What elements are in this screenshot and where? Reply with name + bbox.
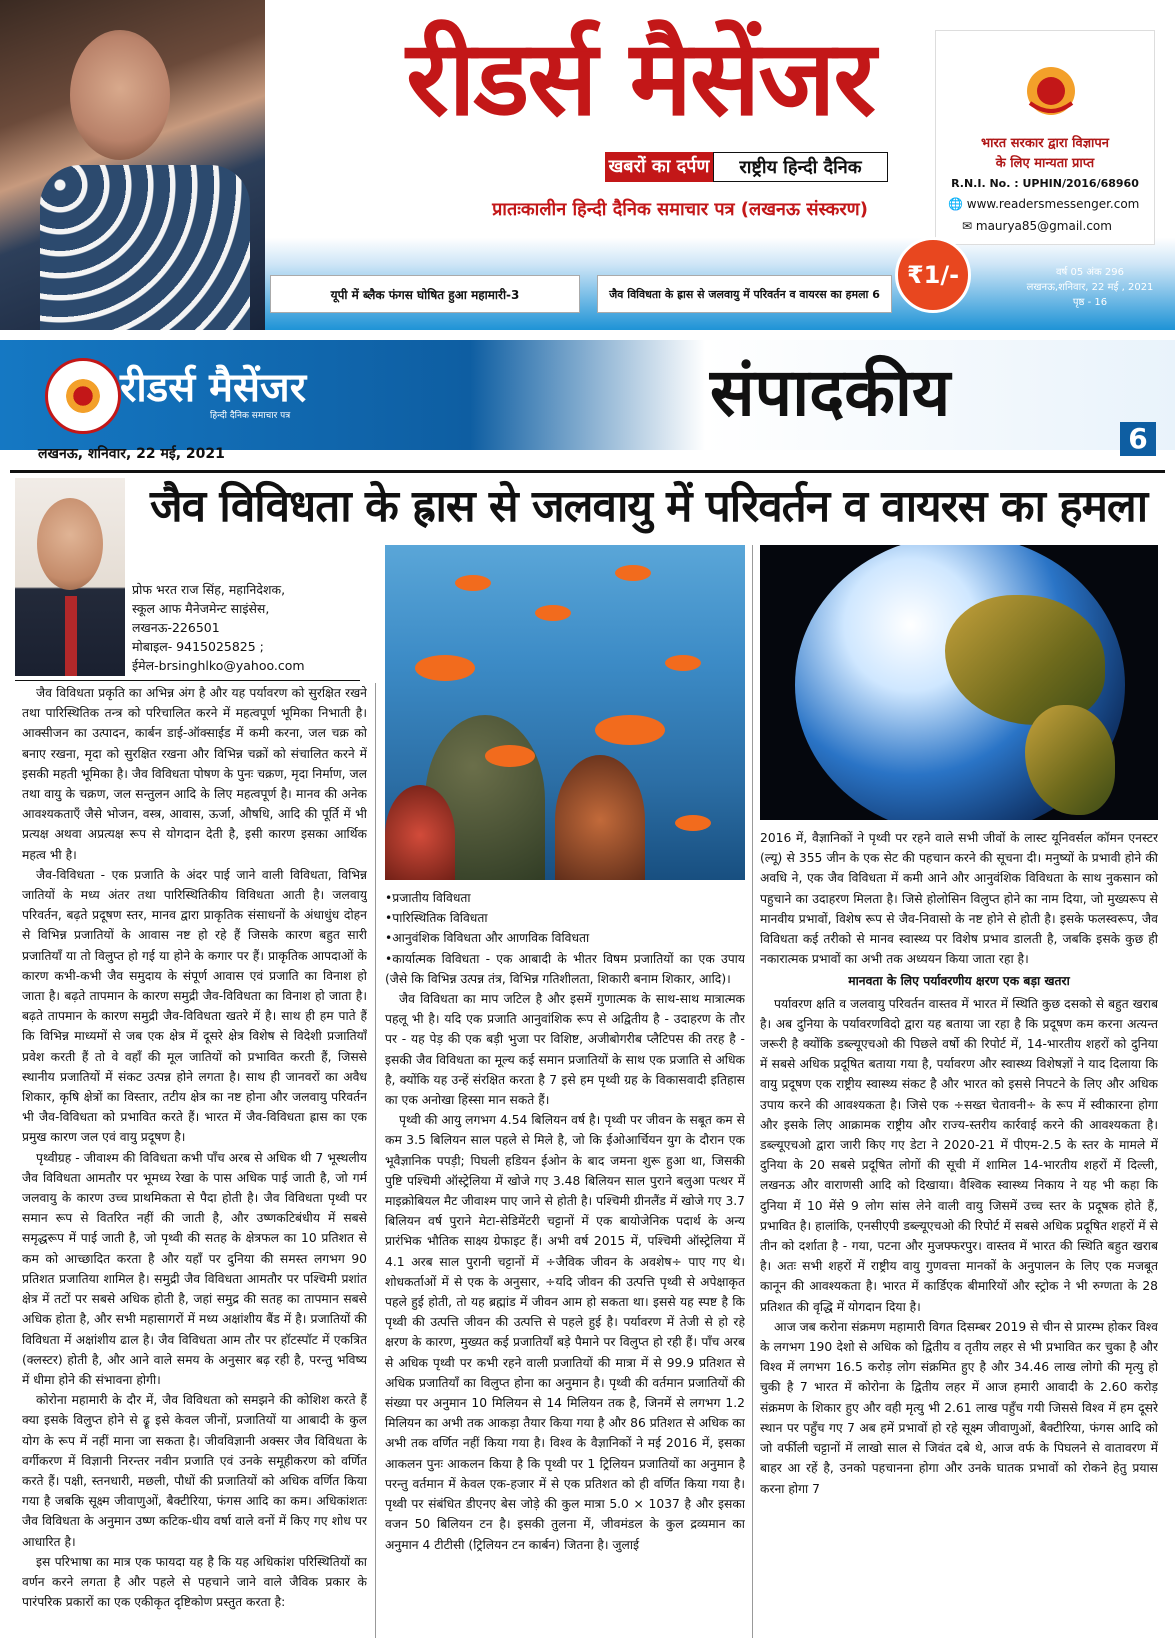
emblem-icon — [1016, 59, 1086, 119]
mail-icon: ✉ — [962, 219, 976, 233]
paragraph: पृथ्वी की आयु लगभग 4.54 बिलियन वर्ष है। पृथ्वी पर जीवन के सबूत कम से कम 3.5 बिलियन साल पहले से मिले है, जो कि ईओआर्चियन युग के दौरान एक भूवैज्ञानिक पपड़ी; पिघली हडियन ईओन के बाद जमना शुरू हुआ था, जिसकी पुष्टि पश्चिमी ऑस्ट्रेलिया में खोजे गए 3.48 बिलियन साल पुराने बलुआ पत्थर में माइक्रोबियल मैट जीवाश्म पाए जाने से होती है। पश्चिमी ग्रीनलैंड में खोजे गए 3.7 बिलियन वर्ष पुराने मेटा-सेडिमेंटरी चट्टानों में एक बायोजेनिक पदार्थ के अन्य प्रारंभिक भौतिक साक्ष्य ग्रेफाइट हैं। अभी वर्ष 2015 में, पश्चिमी ऑस्ट्रेलिया में 4.1 अरब साल पुरानी चट्टानों में ÷जैविक जीवन के अवशेष÷ पाए गए थे। शोधकर्ताओं में से एक के अनुसार, ÷यदि जीवन की उत्पत्ति पृथ्वी से अपेक्षाकृत पहले हुई होती, तो यह ब्रह्मांड में जीवन आम हो सकता था। इससे यह स्पष्ट है कि पृथ्वी की उत्पत्ति जीवन की उत्पत्ति से पहले हुई है। पर्यावरण में तेजी से हो रहे क्षरण के कारण, मुख्यत कई प्रजातियाँ बड़े पैमाने पर विलुप्त हो रही हैं। पाँच अरब से अधिक पृथ्वी पर कभी रहने वाली प्रजातियों की मात्रा में से 99.9 प्रतिशत से अधिक प्रजातियाँ का विलुप्त होना का अनुमान है। पृथ्वी की वर्तमान प्रजातियों की संख्या पर अनुमान 10 मिलियन से 14 मिलियन तक है, जिनमें से लगभग 1.2 मिलियन का अभी तक आकड़ा तैयार किया गया है और 86 प्रतिशत से अधिक का अभी तक वर्णित नहीं किया गया है। विश्व के वैज्ञानिकों ने मई 2016 में, इसका आकलन पुनः आकलन किया है कि पृथ्वी पर 1 ट्रिलियन प्रजातियों का अनुमान है परन्तु वर्तमान में केवल एक-हजार में से एक प्रतिशत को ही वर्णित किया गया है। पृथ्वी पर संबंधित डीएनए बेस जोड़े की कुल मात्रा 5.0 × 1037 है और इसका वजन 50 बिलियन टन है। इसकी तुलना में, जीवमंडल के कुल द्रव्यमान का अनुमान 4 टीटीसी (ट्रिलियन टन कार्बन) जितना है। जुलाई — [385, 1113, 745, 1552]
masthead — [0, 0, 1175, 330]
author-mobile: मोबाइल- 9415025825 ; — [132, 639, 264, 654]
article-headline: जैव विविधता के ह्रास से जलवायु में परिवर्तन व वायरस का हमला — [150, 481, 1148, 532]
fish-shape — [665, 655, 701, 671]
fish-shape — [455, 575, 491, 591]
paragraph: पृथ्वीग्रह - जीवाश्म की विविधता कभी पाँच अरब से अधिक थी 7 भूस्थलीय जैव विविधता आमतौर पर भूमध्य रेखा के पास अधिक पाई जाती है, जो गर्म जलवायु के कारण उच्च प्राथमिकता से पैदा होती है। जैव विविधता पृथ्वी पर समान रूप से वितरित नहीं की जाती है, और उष्णकटिबंधीय में सबसे समृद्धरूप में पाई जाती है, जो पृथ्वी की सतह के क्षेत्रफल का 10 प्रतिशत से कम को आच्छादित करता है और यहाँ पर दुनिया की समस्त लगभग 90 प्रतिशत प्रजातिया शामिल है। समुद्री जैव विविधता आमतौर पर पश्चिमी प्रशांत क्षेत्र में तटों पर सबसे अधिक होती है, जहां समुद्र की सतह का तापमान सबसे अधिक होता है, और सभी महासागरों में मध्य अक्षांशीय बैंड में है। प्रजातियों की विविधता में अक्षांशीय ढाल है। जैव विविधता आम तौर पर हॉटस्पॉट में एकत्रित (क्लस्टर) होती है, और आने वाले समय के अनुसार बढ़ रही है, परन्तु भविष्य में धीमा होने की संभावना होगी। — [22, 1150, 367, 1387]
newspaper-logo-icon — [45, 358, 121, 434]
paragraph: पर्यावरण क्षति व जलवायु परिवर्तन वास्तव में भारत में स्थिति कुछ दसको से बहुत खराब है। अब दुनिया के पर्यावरणविदो द्वारा यह बताया जा रहा है कि प्रदूषण कम करना अत्यन्त जरूरी है क्योंकि डब्ल्यूएचओ की पिछले वर्षो की रिपोर्ट में, 14-भारतीय शहरों को दुनिया में सबसे अधिक प्रदूषित बताया गया है, पर्यावरण और स्वास्थ्य विशेषज्ञों ने याद दिलाया कि वायु प्रदूषण एक राष्ट्रीय स्वास्थ्य संकट है और भारत को इससे निपटने के लिए और अधिक उपाय करने की आवश्यकता है। जिसे एक ÷सख्त चेतावनी÷ के रूप में स्वीकारना होगा और इसके लिए आक्रामक राष्ट्रीय और राज्य-स्तरीय कार्रवाई करने की आवश्यकता है। डब्ल्यूएचओ द्वारा जारी किए गए डेटा ने 2020-21 में पीएम-2.5 के स्तर के मामले में दुनिया के 20 सबसे प्रदूषित लोगों की सूची में शामिल 14-भारतीय शहरों में दिल्ली, लखनऊ और वाराणसी आदि को दिखाया। वैश्विक स्वास्थ्य निकाय ने यह भी कहा कि दुनिया में 10 मेंसे 9 लोग सांस लेने वाली वायु जिसमें उच्च स्तर के प्रदूषक होते हैं, प्रभावित है। हालांकि, एनसीएपी डब्ल्यूएचओ की रिपोर्ट में सबसे अधिक प्रदूषित शहरों में से तीन को दर्शाता है - गया, पटना और मुजफ्फरपुर। वास्तव में भारत की स्थिति बहुत खराब है। अतः सभी शहरों में राष्ट्रीय वायु गुणवत्ता मानकों के अनुपालन के लिए एक मजबूत कानून की आवश्यकता है। भारत में कार्डिएक बीमारियों और स्ट्रोक ने भी रुग्णता के 28 प्रतिशत की वृद्धि में योगदान दिया है। — [760, 996, 1158, 1314]
rni-number: R.N.I. No. : UPHIN/2016/68960 — [951, 177, 1139, 190]
section-date: लखनऊ, शनिवार, 22 मई, 2021 — [38, 446, 225, 462]
author-rule — [15, 680, 360, 681]
fish-shape — [595, 715, 665, 745]
website-text: www.readersmessenger.com — [966, 197, 1140, 211]
author-tie — [65, 596, 77, 676]
paragraph: आज जब करोना संक्रमण महामारी विगत दिसम्बर 2019 से चीन से प्रारम्भ होकर विश्व के लगभग 190 देशो से अधिक को द्वितीय व तृतीय लहर से भी प्रभावित कर चुका है और विश्व में लगभग 16.5 करोड़ लोग संक्रमित हुए है और 34.46 लाख लोगो की मृत्यु हो चुकी है 7 भारत में कोरोना के द्वितीय लहर में आज हमारी आवादी के 2.60 करोड़ संक्रमण के शिकार हुए और वही मृत्यु भी 2.61 लाख पहुँच गयी जिससे विश्व में हम दूसरे स्थान पर पहुँच गए 7 अब हमें प्रभावों हो रहे सूक्ष्म जीवाणुओं, बैक्टीरिया, फंगस आदि को जो वर्फीली चट्टानों में लाखो साल से जिवंत दबे थे, आज वर्फ के पिघलने से वातावरण में बाहर आ रहें है, उनको पहचानना होगा और उनके घातक प्रभावों को रोकने हेतु प्रयास करना होगा 7 — [760, 1319, 1158, 1496]
paragraph: जैव-विविधता - एक प्रजाति के अंदर पाई जाने वाली विविधता, विभिन्न जातियों के मध्य अंतर तथा पारिस्थितिकीय विविधता आती है। जलवायु परिवर्तन, बढ़ते प्रदूषण स्तर, मानव द्वारा प्राकृतिक संसाधनों के अंधाधुंध दोहन से विभिन्न प्रजातियों के आवास नष्ट हो रहे हैं जिसके कारण बहुत सारी प्रजातियाँ या तो विलुप्त हो गई या होने के कगार पर हैं। प्राकृतिक आपदाओं के कारण कभी-कभी जैव समुदाय के संपूर्ण आवास एवं प्रजाति का विनाश हो जाता है। बढ़ते तापमान के कारण समुद्री जैव-विविधता का विनाश हो जाता है। बढ़ते तापमान के कारण समुद्री जैव-विविधता खतरे में है। साथ ही हम पाते हैं कि विभिन्न माध्यमों से जब एक क्षेत्र में दूसरे क्षेत्र विशेष से विदेशी प्रजातियाँ प्रवेश करती हैं तो वे वहाँ की मूल जातियों को प्रभावित करती हैं, जिससे स्थानीय प्रजातियों में संकट उत्पन्न होने लगता है। साथ ही जानवरों का अवैध शिकार, कृषि क्षेत्रों का विस्तार, तटीय क्षेत्र का नष्ट होना और जलवायु परिवर्तन भी जैव-विविधता को प्रभावित करते हैं। भारत में जैव-विविधता ह्रास का एक प्रमुख कारण जल एवं वायु प्रदूषण है। — [22, 867, 367, 1145]
fish-shape — [485, 745, 535, 767]
bullet-item: •प्रजातीय विविधता — [385, 891, 471, 905]
fish-shape — [535, 605, 571, 621]
page-number: 6 — [1120, 422, 1156, 456]
bullet-item: •पारिस्थितिक विविधता — [385, 911, 488, 926]
column-subheading: मानवता के लिए पर्यावरणीय क्षरण एक बड़ा खतरा — [848, 974, 1070, 989]
govt-approval-line1: भारत सरकार द्वारा विज्ञापन — [980, 136, 1109, 151]
land-shape — [945, 595, 1105, 725]
fish-shape — [675, 815, 711, 831]
header-rule — [10, 470, 1165, 473]
fish-shape — [415, 655, 475, 681]
website-link[interactable] — [948, 197, 1139, 211]
author-info — [132, 580, 305, 675]
govt-approval-line2: के लिए मान्यता प्राप्त — [995, 156, 1095, 171]
column-divider — [752, 545, 753, 1638]
bullet-item: •आनुवंशिक विविधता और आणविक विविधता — [385, 931, 590, 946]
author-head — [37, 498, 103, 590]
newspaper-subtitle: प्रातःकालीन हिन्दी दैनिक समाचार पत्र (लखनऊ संस्करण) — [492, 199, 868, 220]
article-column-1 — [22, 683, 367, 1638]
article-column-2 — [385, 888, 745, 1638]
paragraph: 2016 में, वैज्ञानिकों ने पृथ्वी पर रहने वाले सभी जीवों के लास्ट यूनिवर्सल कॉमन एनस्टर (ल्यू) से 355 जीन के एक सेट की पहचान करने की सूचना दी। मनुष्यों के प्रभावी होने की अवधि ने, एक जैव विविधता में कमी आने और आनुवंशिक विविधता के साथ नुकसान को पहुचाने का उदाहरण मिलता है। जिसे होलोसिन विलुप्त होने का नाम दिया, जो मुख्यरूप से मानवीय प्रभावों, विशेष रूप से जैव-निवासो के नष्ट होने से होती है। इसके फलस्वरूप, जैव विविधता कई तरीको से मानव स्वास्थ्य पर विशेष प्रभाव डालती है, जबकि इसके कुछ ही नकारात्मक प्रभावों का अभी तक अध्ययन किया जाता रहा है। — [760, 831, 1158, 967]
paragraph: कोरोना महामारी के दौर में, जैव विविधता को समझने की कोशिश करते हैं क्या इसके विलुप्त होने से ढ्रू इसे केवल जीनों, प्रजातियों या आबादी के कुल योग के रूप में नहीं माना जा सकता है। जीवविज्ञानी अक्सर जैव विविधता के वर्गीकरण में विज्ञानी निरन्तर नवीन प्रजाति एवं उनके समूहीकरण को वर्णित करते हैं। पक्षी, स्तनधारी, मछली, पौधों की प्रजातियों को अधिक वर्णित किया गया है जबकि सूक्ष्म जीवाणुओं, बैक्टीरिया, फंगस आदि का कम। अधिकांशतः जैव विविधता के अनुमान उष्ण कटिक-धीय वर्षा वाले वनों में किए गए शोध पर आधारित है। — [22, 1393, 367, 1549]
author-name: प्रोफ भरत राज सिंह, महानिदेशक, — [132, 582, 286, 597]
paragraph: इस परिभाषा का मात्र एक फायदा यह है कि यह अधिकांश परिस्थितियों का वर्णन करने लगता है और पहले से पहचाने जाने वाले जैविक प्रकार के पारंपरिक प्रकारों का एक एकीकृत दृष्टिकोण प्रस्तुत करता है: — [22, 1554, 367, 1610]
globe-icon: 🌐 — [948, 197, 967, 211]
issue-volume: वर्ष 05 अंक 296 — [1055, 267, 1124, 278]
author-institution: स्कूल आफ मैनेजमेन्ट साइंसेस, — [132, 601, 270, 616]
email-link[interactable] — [962, 219, 1112, 233]
section-logo-subtitle: हिन्दी दैनिक समाचार पत्र — [210, 411, 291, 421]
newspaper-title: रीडर्स मैसेंजर — [406, 16, 874, 139]
email-text: maurya85@gmail.com — [975, 219, 1112, 233]
earth-image — [760, 545, 1158, 820]
info-box — [935, 30, 1155, 245]
tagline-black: राष्ट्रीय हिन्दी दैनिक — [713, 152, 888, 182]
land-shape — [1025, 705, 1115, 815]
price-badge: ₹1/- — [895, 237, 971, 313]
coral-reef-image — [385, 545, 745, 880]
coral-shape — [555, 755, 645, 880]
article-column-3 — [760, 828, 1158, 1638]
section-logo-title: रीडर्स मैसेंजर — [120, 364, 307, 411]
issue-info — [1015, 265, 1165, 310]
issue-date: लखनऊ,शनिवार, 22 मई , 2021 — [1026, 282, 1154, 293]
author-city: लखनऊ-226501 — [132, 620, 220, 635]
earth-globe — [795, 545, 1125, 820]
masthead-photo — [0, 0, 265, 330]
issue-pages: पृष्ठ - 16 — [1072, 297, 1108, 308]
author-email[interactable]: ईमेल-brsinghlko@yahoo.com — [132, 658, 305, 673]
paragraph: जैव विविधता का माप जटिल है और इसमें गुणात्मक के साथ-साथ मात्रात्मक पहलू भी है। यदि एक प्रजाति आनुवांशिक रूप से अद्वितीय है - उदाहरण के तौर पर - यह पेड़ की एक बड़ी भुजा पर विशिष्ट, अजीबोगरीब प्लैटिपस की तरह है - इसकी जैव विविधता का मूल्य कई समान प्रजातियों के साथ एक प्रजाति से अधिक है, क्योंकि यह उन्हें संरक्षित करता है 7 इसे हम पृथ्वी ग्रह के विकासवादी इतिहास का एक अनोखा हिस्सा मान सकते हैं। — [385, 992, 745, 1108]
section-title: संपादकीय — [710, 353, 951, 431]
author-photo — [15, 478, 125, 676]
tagline-red: खबरों का दर्पण — [605, 152, 713, 182]
photo-face — [70, 30, 170, 160]
fish-shape — [615, 565, 651, 581]
photo-shirt — [40, 165, 250, 330]
paragraph: जैव विविधता प्रकृति का अभिन्न अंग है और यह पर्यावरण को सुरक्षित रखने तथा पारिस्थितिक तन्त्र को परिचालित करने में महत्वपूर्ण भूमिका निभाती है। आक्सीजन का उत्पादन, कार्बन डाई-ऑक्साईड में कमी करना, जल चक्र को बनाए रखना, मृदा को सुरक्षित रखना और विभिन्न चक्रों को संचालित करने में इसकी महती भूमिका है। जैव विविधता पोषण के पुनः चक्रण, मृदा निर्माण, जल तथा वायु के चक्रण, जल सन्तुलन आदि के लिए महत्वपूर्ण है। मानव की अनेक आवश्यकताएँ जैसे भोजन, वस्त्र, आवास, ऊर्जा, औषधि, आदि की पूर्ति में भी प्रत्यक्ष अथवा अप्रत्यक्ष रूप से योगदान देती है, इसी कारण इसका आर्थिक महत्व भी है। — [22, 686, 367, 862]
coral-shape — [385, 785, 455, 880]
teaser-biodiversity[interactable]: जैव विविधता के ह्रास से जलवायु में परिवर्तन व वायरस का हमला 6 — [597, 275, 892, 313]
teaser-black-fungus[interactable]: यूपी में ब्लैक फंगस घोषित हुआ महामारी-3 — [270, 275, 580, 313]
column-divider — [375, 683, 376, 1638]
bullet-item: •कार्यात्मक विविधता - एक आबादी के भीतर विषम प्रजातियों का एक उपाय (जैसे कि विभिन्न उत्पन्न तंत्र, विभिन्न गतिशीलता, शिकारी बनाम शिकार, आदि)। — [385, 951, 745, 986]
